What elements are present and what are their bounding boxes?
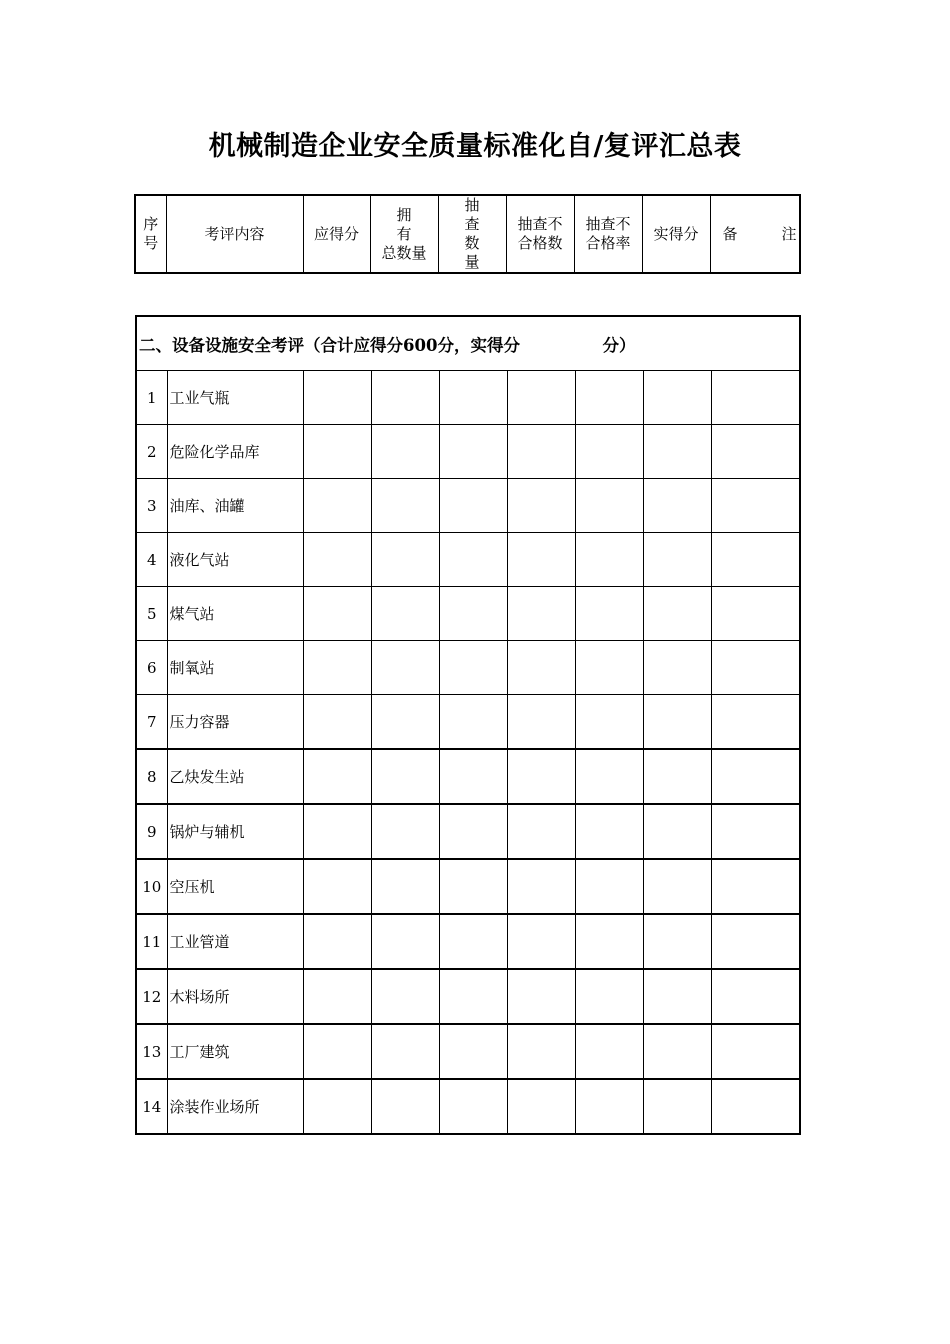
owned-total-cell[interactable]	[371, 749, 439, 804]
fail-count-cell[interactable]	[507, 533, 575, 587]
actual-score-cell[interactable]	[643, 533, 711, 587]
remark-cell[interactable]	[711, 479, 800, 533]
remark-cell[interactable]	[711, 969, 800, 1024]
remark-cell[interactable]	[711, 804, 800, 859]
equipment-table	[135, 315, 801, 1135]
row-number: 11	[136, 914, 167, 969]
sample-qty-cell[interactable]	[439, 425, 507, 479]
actual-score-cell[interactable]	[643, 641, 711, 695]
sample-qty-cell[interactable]	[439, 914, 507, 969]
actual-score-cell[interactable]	[643, 969, 711, 1024]
row-number: 9	[136, 804, 167, 859]
owned-total-cell[interactable]	[371, 479, 439, 533]
row-number: 8	[136, 749, 167, 804]
row-number: 14	[136, 1079, 167, 1134]
row-number: 1	[136, 371, 167, 425]
fail-count-cell[interactable]	[507, 479, 575, 533]
fail-rate-cell[interactable]	[575, 533, 643, 587]
due-score-cell[interactable]	[303, 479, 371, 533]
row-item-name: 压力容器	[167, 695, 303, 750]
header-content: 考评内容	[166, 195, 303, 273]
header-fail-count: 抽查不 合格数	[506, 195, 574, 273]
row-item-name: 涂装作业场所	[167, 1079, 303, 1134]
owned-total-cell[interactable]	[371, 425, 439, 479]
sample-qty-cell[interactable]	[439, 1024, 507, 1079]
row-number: 4	[136, 533, 167, 587]
row-item-name: 工业气瓶	[167, 371, 303, 425]
header-owned-total: 拥 有 总数量	[370, 195, 438, 273]
actual-score-cell[interactable]	[643, 1024, 711, 1079]
sample-qty-cell[interactable]	[439, 859, 507, 914]
remark-cell[interactable]	[711, 749, 800, 804]
row-item-name: 油库、油罐	[167, 479, 303, 533]
row-number: 12	[136, 969, 167, 1024]
header-sample-qty: 抽 查 数 量	[438, 195, 506, 273]
due-score-cell[interactable]	[303, 1079, 371, 1134]
row-number: 2	[136, 425, 167, 479]
table-row	[136, 914, 800, 969]
table-row	[136, 695, 800, 750]
remark-cell[interactable]	[711, 914, 800, 969]
owned-total-cell[interactable]	[371, 587, 439, 641]
fail-count-cell[interactable]	[507, 914, 575, 969]
due-score-cell[interactable]	[303, 695, 371, 750]
fail-rate-cell[interactable]	[575, 859, 643, 914]
sample-qty-cell[interactable]	[439, 587, 507, 641]
due-score-cell[interactable]	[303, 969, 371, 1024]
table-row	[136, 859, 800, 914]
fail-count-cell[interactable]	[507, 1079, 575, 1134]
header-table	[134, 194, 801, 274]
header-seq: 序 号	[135, 195, 166, 273]
row-number: 10	[136, 859, 167, 914]
fail-rate-cell[interactable]	[575, 1079, 643, 1134]
row-number: 3	[136, 479, 167, 533]
table-row	[136, 533, 800, 587]
row-item-name: 木料场所	[167, 969, 303, 1024]
actual-score-cell[interactable]	[643, 425, 711, 479]
owned-total-cell[interactable]	[371, 804, 439, 859]
remark-cell[interactable]	[711, 859, 800, 914]
sample-qty-cell[interactable]	[439, 371, 507, 425]
owned-total-cell[interactable]	[371, 969, 439, 1024]
fail-rate-cell[interactable]	[575, 587, 643, 641]
fail-count-cell[interactable]	[507, 749, 575, 804]
remark-cell[interactable]	[711, 425, 800, 479]
header-due-score: 应得分	[303, 195, 370, 273]
sample-qty-cell[interactable]	[439, 969, 507, 1024]
sample-qty-cell[interactable]	[439, 533, 507, 587]
due-score-cell[interactable]	[303, 804, 371, 859]
remark-cell[interactable]	[711, 1024, 800, 1079]
remark-cell[interactable]	[711, 533, 800, 587]
fail-rate-cell[interactable]	[575, 969, 643, 1024]
remark-cell[interactable]	[711, 641, 800, 695]
actual-score-cell[interactable]	[643, 695, 711, 750]
due-score-cell[interactable]	[303, 425, 371, 479]
fail-rate-cell[interactable]	[575, 749, 643, 804]
sample-qty-cell[interactable]	[439, 479, 507, 533]
row-item-name: 空压机	[167, 859, 303, 914]
page-title: 机械制造企业安全质量标准化自/复评汇总表	[208, 131, 742, 162]
row-item-name: 锅炉与辅机	[167, 804, 303, 859]
remark-cell[interactable]	[711, 695, 800, 750]
due-score-cell[interactable]	[303, 859, 371, 914]
row-item-name: 乙炔发生站	[167, 749, 303, 804]
header-fail-rate: 抽查不 合格率	[574, 195, 642, 273]
table-row	[136, 371, 800, 425]
fail-count-cell[interactable]	[507, 371, 575, 425]
actual-score-cell[interactable]	[643, 1079, 711, 1134]
fail-rate-cell[interactable]	[575, 641, 643, 695]
actual-score-cell[interactable]	[643, 371, 711, 425]
remark-cell[interactable]	[711, 371, 800, 425]
fail-rate-cell[interactable]	[575, 479, 643, 533]
header-actual-score: 实得分	[642, 195, 710, 273]
owned-total-cell[interactable]	[371, 695, 439, 750]
row-number: 6	[136, 641, 167, 695]
fail-count-cell[interactable]	[507, 969, 575, 1024]
table-row	[136, 749, 800, 804]
table-row	[136, 425, 800, 479]
actual-score-cell[interactable]	[643, 914, 711, 969]
fail-count-cell[interactable]	[507, 587, 575, 641]
actual-score-cell[interactable]	[643, 749, 711, 804]
due-score-cell[interactable]	[303, 641, 371, 695]
actual-score-cell[interactable]	[643, 804, 711, 859]
owned-total-cell[interactable]	[371, 1024, 439, 1079]
remark-cell[interactable]	[711, 587, 800, 641]
remark-cell[interactable]	[711, 1079, 800, 1134]
table-row	[136, 479, 800, 533]
sample-qty-cell[interactable]	[439, 641, 507, 695]
sample-qty-cell[interactable]	[439, 695, 507, 750]
due-score-cell[interactable]	[303, 371, 371, 425]
owned-total-cell[interactable]	[371, 533, 439, 587]
due-score-cell[interactable]	[303, 587, 371, 641]
table-row	[136, 804, 800, 859]
fail-rate-cell[interactable]	[575, 914, 643, 969]
row-item-name: 制氧站	[167, 641, 303, 695]
table-row	[136, 587, 800, 641]
fail-rate-cell[interactable]	[575, 695, 643, 750]
owned-total-cell[interactable]	[371, 1079, 439, 1134]
sample-qty-cell[interactable]	[439, 1079, 507, 1134]
header-remark: 备 注	[710, 195, 800, 273]
fail-count-cell[interactable]	[507, 425, 575, 479]
fail-count-cell[interactable]	[507, 641, 575, 695]
owned-total-cell[interactable]	[371, 914, 439, 969]
fail-rate-cell[interactable]	[575, 1024, 643, 1079]
section-title: 二、设备设施安全考评（合计应得分600分，实得分 分）	[136, 316, 800, 371]
fail-count-cell[interactable]	[507, 695, 575, 750]
actual-score-cell[interactable]	[643, 479, 711, 533]
fail-rate-cell[interactable]	[575, 804, 643, 859]
actual-score-cell[interactable]	[643, 859, 711, 914]
table-row	[136, 1024, 800, 1079]
due-score-cell[interactable]	[303, 914, 371, 969]
owned-total-cell[interactable]	[371, 641, 439, 695]
row-item-name: 工业管道	[167, 914, 303, 969]
sample-qty-cell[interactable]	[439, 804, 507, 859]
sample-qty-cell[interactable]	[439, 749, 507, 804]
row-number: 13	[136, 1024, 167, 1079]
actual-score-cell[interactable]	[643, 587, 711, 641]
row-number: 5	[136, 587, 167, 641]
row-item-name: 煤气站	[167, 587, 303, 641]
table-row	[136, 641, 800, 695]
fail-count-cell[interactable]	[507, 804, 575, 859]
fail-count-cell[interactable]	[507, 1024, 575, 1079]
row-item-name: 液化气站	[167, 533, 303, 587]
owned-total-cell[interactable]	[371, 859, 439, 914]
due-score-cell[interactable]	[303, 1024, 371, 1079]
due-score-cell[interactable]	[303, 533, 371, 587]
owned-total-cell[interactable]	[371, 371, 439, 425]
row-item-name: 工厂建筑	[167, 1024, 303, 1079]
fail-count-cell[interactable]	[507, 859, 575, 914]
fail-rate-cell[interactable]	[575, 371, 643, 425]
table-row	[136, 969, 800, 1024]
table-row	[136, 1079, 800, 1134]
row-number: 7	[136, 695, 167, 750]
row-item-name: 危险化学品库	[167, 425, 303, 479]
due-score-cell[interactable]	[303, 749, 371, 804]
fail-rate-cell[interactable]	[575, 425, 643, 479]
